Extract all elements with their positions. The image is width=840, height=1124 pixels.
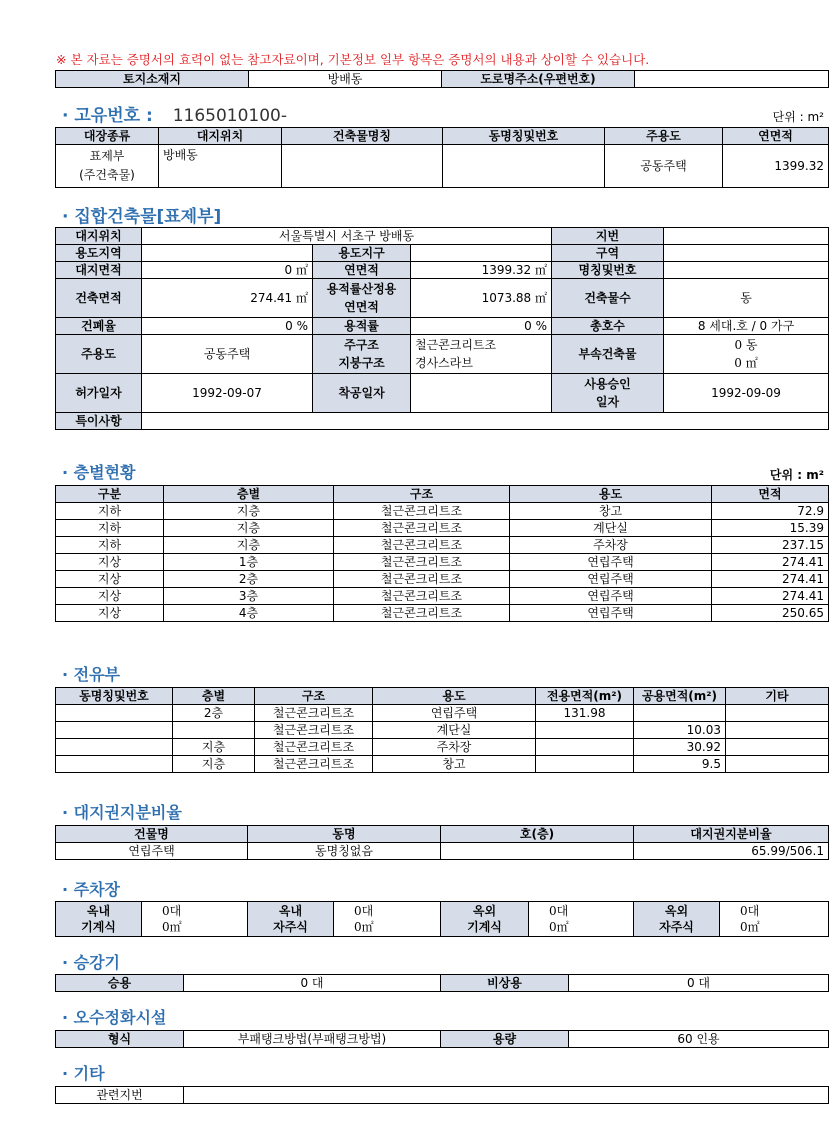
table-row (56, 756, 829, 773)
table-row (56, 571, 829, 588)
elevator-passenger-value: 0 대 (184, 975, 441, 992)
parking-label-line1: 옥내 (86, 904, 111, 918)
parking-label-line2: 기계식 (467, 920, 502, 934)
floor-area: 15.39 (712, 520, 829, 537)
parking-label-line1: 옥외 (664, 904, 689, 918)
units-header: 기타 (726, 688, 829, 705)
unit-other (726, 756, 829, 773)
lot-label: 지번 (552, 228, 664, 245)
parking-label-line2: 자주식 (273, 920, 308, 934)
land-area-value: 0 ㎡ (142, 262, 313, 279)
summary-header: 동명칭및번호 (443, 128, 605, 145)
parking-table (55, 901, 829, 937)
approval-date-label-line2: 일자 (595, 395, 620, 409)
floor-level: 지층 (164, 520, 334, 537)
total-area-label: 연면적 (313, 262, 411, 279)
district-value (411, 245, 552, 262)
special-notes-value (142, 413, 829, 430)
sewage-capacity-value: 60 인용 (569, 1031, 829, 1048)
register-type-main: 표제부 (89, 149, 125, 163)
summary-dong (443, 145, 605, 188)
elevator-passenger-label: 승용 (56, 975, 184, 992)
table-row (56, 843, 829, 860)
elevator-heading: · 승강기 (62, 953, 121, 972)
far-area-label (313, 279, 411, 318)
unit-use: 주차장 (373, 739, 536, 756)
ratio-building-name: 연립주택 (56, 843, 248, 860)
unit-floor (173, 722, 255, 739)
summary-header: 대지위치 (159, 128, 282, 145)
floor-use: 연립주택 (510, 588, 712, 605)
far-area-value: 1073.88 ㎡ (411, 279, 552, 318)
table-row (56, 554, 829, 571)
floor-structure: 철근콘크리트조 (334, 503, 510, 520)
units-header: 공용면적(m²) (634, 688, 726, 705)
units-header: 동명칭및번호 (56, 688, 173, 705)
notice-text: ※ 본 자료는 증명서의 효력이 없는 참고자료이며, 기본정보 일부 항목은 증명서의 내용과 상이할 수 있습니다. (56, 52, 650, 67)
summary-header: 연면적 (723, 128, 829, 145)
floor-use: 주차장 (510, 537, 712, 554)
table-row (56, 705, 829, 722)
parking-value-area: 0㎡ (740, 920, 760, 934)
floor-use: 연립주택 (510, 605, 712, 622)
unit-floor: 지층 (173, 756, 255, 773)
parking-label (634, 902, 720, 937)
unit-use: 연립주택 (373, 705, 536, 722)
unit-floor: 2층 (173, 705, 255, 722)
related-lot-value (184, 1087, 829, 1104)
parking-value-count: 0대 (354, 904, 374, 918)
summary-header: 건축물명칭 (282, 128, 443, 145)
district-label: 용도지구 (313, 245, 411, 262)
register-type (56, 145, 159, 188)
ratio-heading: · 대지권지분비율 (62, 803, 182, 822)
unit-dong (56, 739, 173, 756)
unit-dong (56, 705, 173, 722)
floors-unit: 단위 : m² (769, 468, 824, 482)
unit-structure: 철근콘크리트조 (255, 705, 373, 722)
unit-use: 창고 (373, 756, 536, 773)
parking-label (248, 902, 334, 937)
unit-floor: 지층 (173, 739, 255, 756)
total-area-value: 1399.32 ㎡ (411, 262, 552, 279)
unique-number-heading (62, 101, 287, 126)
unique-number-title: · 고유번호 : (62, 106, 153, 126)
summary-table (55, 127, 829, 188)
unit-common-area (634, 705, 726, 722)
table-row (56, 722, 829, 739)
floor-division: 지하 (56, 520, 164, 537)
ratio-unit (441, 843, 634, 860)
unit-exclusive-area (536, 739, 634, 756)
building-count-value: 동 (664, 279, 829, 318)
parking-value-count: 0대 (162, 904, 182, 918)
table-row (56, 739, 829, 756)
floors-table (55, 485, 829, 622)
site-label: 대지위치 (56, 228, 142, 245)
table-row (56, 588, 829, 605)
floor-division: 지하 (56, 537, 164, 554)
road-address-label: 도로명주소(우편번호) (442, 71, 635, 88)
parking-value (142, 902, 248, 937)
sewage-type-label: 형식 (56, 1031, 184, 1048)
floors-header: 구분 (56, 486, 164, 503)
register-type-sub: (주건축물) (79, 168, 135, 182)
table-row (56, 605, 829, 622)
unit-exclusive-area: 131.98 (536, 705, 634, 722)
etc-table (55, 1086, 829, 1104)
sewage-table (55, 1030, 829, 1048)
floor-area: 274.41 (712, 554, 829, 571)
floor-level: 지층 (164, 537, 334, 554)
name-number-label: 명칭및번호 (552, 262, 664, 279)
floor-structure: 철근콘크리트조 (334, 571, 510, 588)
ratio-header: 건물명 (56, 826, 248, 843)
structure-value-main: 철근콘크리트조 (415, 338, 497, 352)
floor-level: 4층 (164, 605, 334, 622)
units-header: 용도 (373, 688, 536, 705)
unit-dong (56, 722, 173, 739)
parking-value-count: 0대 (740, 904, 760, 918)
floor-use: 계단실 (510, 520, 712, 537)
elevator-emergency-label: 비상용 (441, 975, 569, 992)
permit-date-label: 허가일자 (56, 374, 142, 413)
floor-level: 3층 (164, 588, 334, 605)
sewage-capacity-label: 용량 (441, 1031, 569, 1048)
floor-use: 연립주택 (510, 571, 712, 588)
annex-value-area: 0 ㎡ (734, 356, 758, 370)
structure-value-roof: 경사스라브 (415, 356, 473, 370)
ratio-header: 호(층) (441, 826, 634, 843)
unit-common-area: 9.5 (634, 756, 726, 773)
parking-value-area: 0㎡ (162, 920, 182, 934)
floors-header: 층별 (164, 486, 334, 503)
approval-date-label-line1: 사용승인 (584, 377, 631, 391)
building-area-label: 건축면적 (56, 279, 142, 318)
floors-header: 구조 (334, 486, 510, 503)
floors-header: 용도 (510, 486, 712, 503)
floor-division: 지하 (56, 503, 164, 520)
ratio-value: 65.99/506.1 (634, 843, 829, 860)
lot-value (664, 228, 829, 245)
name-number-value (664, 262, 829, 279)
summary-use: 공동주택 (605, 145, 723, 188)
parking-value-area: 0㎡ (549, 920, 569, 934)
elevator-table (55, 974, 829, 992)
summary-header: 대장종류 (56, 128, 159, 145)
structure-label (313, 335, 411, 374)
floor-level: 1층 (164, 554, 334, 571)
table-row (56, 503, 829, 520)
special-notes-label: 특이사항 (56, 413, 142, 430)
parking-label-line2: 자주식 (659, 920, 694, 934)
floor-structure: 철근콘크리트조 (334, 537, 510, 554)
unit-exclusive-area (536, 756, 634, 773)
land-area-label: 대지면적 (56, 262, 142, 279)
far-label: 용적률 (313, 318, 411, 335)
unit-common-area: 30.92 (634, 739, 726, 756)
summary-header: 주용도 (605, 128, 723, 145)
floor-area: 72.9 (712, 503, 829, 520)
ratio-table (55, 825, 829, 860)
area-zone-value (664, 245, 829, 262)
unit-label-top: 단위 : m² (772, 110, 824, 124)
summary-site: 방배동 (159, 145, 282, 188)
units-table (55, 687, 829, 773)
sewage-type-value: 부패탱크방법(부패탱크방법) (184, 1031, 441, 1048)
ratio-dong-name: 동명칭없음 (248, 843, 441, 860)
parking-label-line1: 옥외 (472, 904, 497, 918)
annex-value-count: 0 동 (734, 338, 758, 352)
far-value: 0 % (411, 318, 552, 335)
main-use-label: 주용도 (56, 335, 142, 374)
total-units-value: 8 세대.호 / 0 가구 (664, 318, 829, 335)
parking-label-line2: 기계식 (81, 920, 116, 934)
building-count-label: 건축물수 (552, 279, 664, 318)
approval-date-value: 1992-09-09 (664, 374, 829, 413)
unit-exclusive-area (536, 722, 634, 739)
summary-building-name (282, 145, 443, 188)
floor-area: 237.15 (712, 537, 829, 554)
unit-other (726, 739, 829, 756)
floor-use: 창고 (510, 503, 712, 520)
unique-number-value: 1165010100- (172, 106, 287, 126)
parking-value (720, 902, 829, 937)
floors-heading: · 층별현황 (62, 463, 136, 482)
zone-label: 용도지역 (56, 245, 142, 262)
parking-value-area: 0㎡ (354, 920, 374, 934)
floor-area: 250.65 (712, 605, 829, 622)
structure-label-main: 주구조 (344, 338, 379, 352)
far-area-label-line1: 용적률산정용 (326, 282, 397, 296)
parking-label (441, 902, 529, 937)
floor-division: 지상 (56, 571, 164, 588)
building-area-value: 274.41 ㎡ (142, 279, 313, 318)
structure-label-roof: 지붕구조 (338, 356, 385, 370)
floor-structure: 철근콘크리트조 (334, 588, 510, 605)
parking-label (56, 902, 142, 937)
related-lot-label: 관련지번 (56, 1087, 184, 1104)
unit-dong (56, 756, 173, 773)
location-table (55, 70, 829, 88)
structure-value (411, 335, 552, 374)
elevator-emergency-value: 0 대 (569, 975, 829, 992)
area-zone-label: 구역 (552, 245, 664, 262)
annex-value (664, 335, 829, 374)
floor-division: 지상 (56, 605, 164, 622)
detail-table (55, 227, 829, 430)
unit-other (726, 722, 829, 739)
units-header: 구조 (255, 688, 373, 705)
unit-other (726, 705, 829, 722)
unit-structure: 철근콘크리트조 (255, 739, 373, 756)
parking-value (334, 902, 441, 937)
location-value: 방배동 (249, 71, 442, 88)
floor-use: 연립주택 (510, 554, 712, 571)
units-heading: · 전유부 (62, 665, 121, 684)
start-date-value (411, 374, 552, 413)
annex-label: 부속건축물 (552, 335, 664, 374)
parking-heading: · 주차장 (62, 880, 121, 899)
zone-value (142, 245, 313, 262)
permit-date-value: 1992-09-07 (142, 374, 313, 413)
floor-structure: 철근콘크리트조 (334, 605, 510, 622)
ratio-header: 동명 (248, 826, 441, 843)
floor-area: 274.41 (712, 571, 829, 588)
floor-area: 274.41 (712, 588, 829, 605)
ratio-header: 대지권지분비율 (634, 826, 829, 843)
total-units-label: 총호수 (552, 318, 664, 335)
sewage-heading: · 오수정화시설 (62, 1008, 167, 1027)
table-row (56, 537, 829, 554)
bcr-label: 건폐율 (56, 318, 142, 335)
units-header: 전용면적(m²) (536, 688, 634, 705)
main-use-value: 공동주택 (142, 335, 313, 374)
floor-division: 지상 (56, 588, 164, 605)
floor-level: 지층 (164, 503, 334, 520)
unit-common-area: 10.03 (634, 722, 726, 739)
unit-structure: 철근콘크리트조 (255, 756, 373, 773)
far-area-label-line2: 연면적 (344, 300, 379, 314)
title-section-heading: · 집합건축물[표제부] (62, 207, 222, 227)
summary-area: 1399.32 (723, 145, 829, 188)
location-label: 토지소재지 (56, 71, 249, 88)
parking-label-line1: 옥내 (278, 904, 303, 918)
start-date-label: 착공일자 (313, 374, 411, 413)
table-row (56, 520, 829, 537)
floor-level: 2층 (164, 571, 334, 588)
floor-division: 지상 (56, 554, 164, 571)
unit-structure: 철근콘크리트조 (255, 722, 373, 739)
site-value: 서울특별시 서초구 방배동 (142, 228, 552, 245)
units-header: 층별 (173, 688, 255, 705)
bcr-value: 0 % (142, 318, 313, 335)
floor-structure: 철근콘크리트조 (334, 554, 510, 571)
floor-structure: 철근콘크리트조 (334, 520, 510, 537)
parking-value (529, 902, 634, 937)
unit-use: 계단실 (373, 722, 536, 739)
parking-value-count: 0대 (549, 904, 569, 918)
floors-header: 면적 (712, 486, 829, 503)
approval-date-label (552, 374, 664, 413)
etc-heading: · 기타 (62, 1064, 105, 1083)
road-address-value (635, 71, 829, 88)
